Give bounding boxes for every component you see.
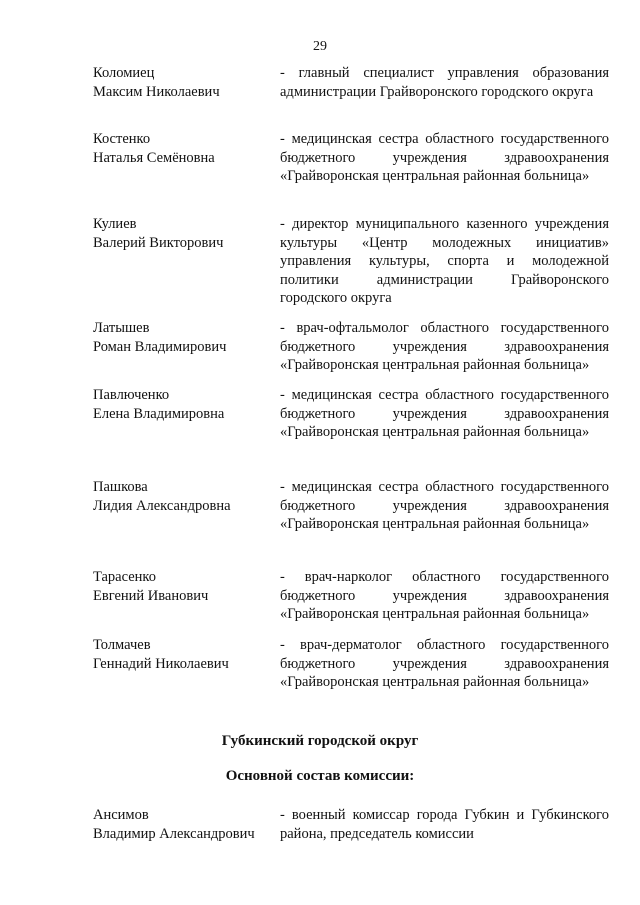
member-role: - врач-офтальмолог областного государственного бюджетного учреждения здравоохранения «Грайворонская центральная районная больница»: [280, 320, 609, 373]
member-role: - врач-дерматолог областного государственного бюджетного учреждения здравоохранения «Грайворонская центральная районная больница»: [280, 637, 609, 690]
member-role: - медицинская сестра областного государственного бюджетного учреждения здравоохранения «Грайворонская центральная районная больница»: [280, 479, 609, 532]
section-title: Губкинский городской округ: [221, 733, 419, 749]
member-name: Павлюченко Елена Владимировна: [93, 387, 225, 422]
member-name: Пашкова Лидия Александровна: [93, 479, 231, 514]
page-number: 29: [313, 39, 327, 54]
member-role: - главный специалист управления образования администрации Грайворонского городского округа: [280, 65, 609, 100]
member-role: - директор муниципального казенного учреждения культуры «Центр молодежных инициатив» управления культуры, спорта и молодежной политики администрации Грайворонского городского округа: [280, 216, 609, 306]
member-name: Толмачев Геннадий Николаевич: [93, 637, 229, 672]
section-subtitle: Основной состав комиссии:: [225, 768, 415, 784]
member-role: - медицинская сестра областного государственного бюджетного учреждения здравоохранения «Грайворонская центральная районная больница»: [280, 387, 609, 440]
member-role: - военный комиссар города Губкин и Губкинского района, председатель комиссии: [280, 807, 609, 842]
member-name: Кулиев Валерий Викторович: [93, 216, 224, 251]
member-name: Тарасенко Евгений Иванович: [93, 569, 209, 604]
member-name: Ансимов Владимир Александрович: [93, 807, 255, 842]
member-role: - врач-нарколог областного государственного бюджетного учреждения здравоохранения «Грайворонская центральная районная больница»: [280, 569, 609, 622]
member-name: Коломиец Максим Николаевич: [93, 65, 220, 100]
member-name: Костенко Наталья Семёновна: [93, 131, 215, 166]
member-role: - медицинская сестра областного государственного бюджетного учреждения здравоохранения «Грайворонская центральная районная больница»: [280, 131, 609, 184]
member-name: Латышев Роман Владимирович: [93, 320, 227, 355]
